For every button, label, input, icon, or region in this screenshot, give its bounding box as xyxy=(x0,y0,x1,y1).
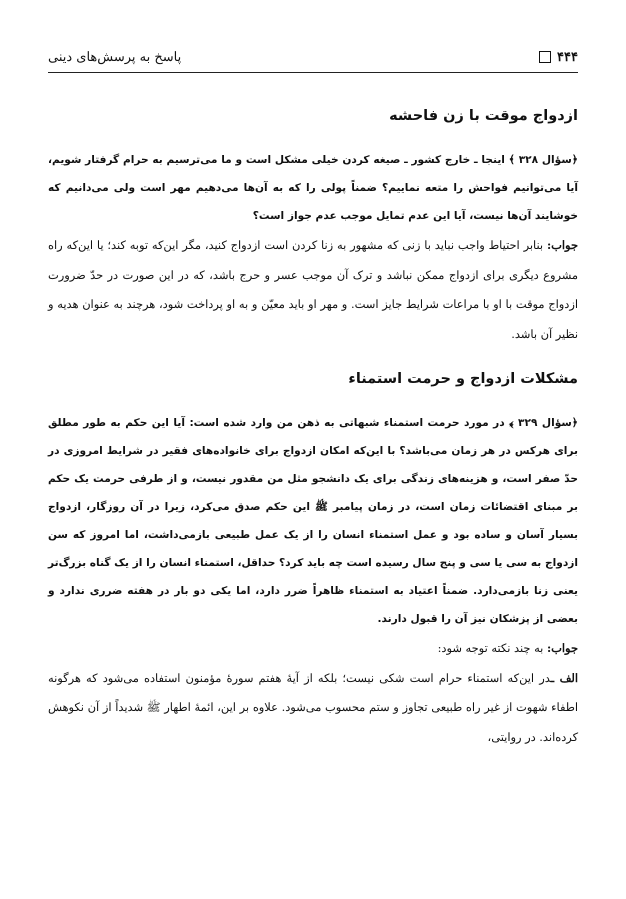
page-number-block xyxy=(539,50,578,65)
question-label: سؤال ۳۲۸ xyxy=(518,154,572,166)
page-number: ۴۴۴ xyxy=(557,49,578,65)
open-bracket: ﴿ xyxy=(571,417,578,429)
page-header xyxy=(48,42,578,73)
question-text: اینجا ـ خارج کشور ـ صیغه کردن خیلی مشکل است و ما می‌ترسیم به حرام گرفتار شویم، آیا می‌توانیم فواحش را متعه نماییم؟ ضمناً پولی را که به آن‌ها می‌دهیم مهر است ولی می‌دانیم که خوشایند آن‌ها نیست، آیا این عدم تمایل موجب عدم جواز است؟ xyxy=(48,154,578,222)
answer-label: جواب: xyxy=(546,641,578,655)
close-bracket: ﴾ xyxy=(509,417,514,429)
question-paragraph xyxy=(48,409,578,633)
answer-label: جواب: xyxy=(546,238,578,252)
question-paragraph xyxy=(48,146,578,230)
answer-intro-paragraph xyxy=(48,634,578,664)
section-title: ازدواج موقت با زن فاحشه xyxy=(389,108,578,124)
section-temporary-marriage xyxy=(48,104,578,349)
square-box-icon xyxy=(539,51,551,63)
point-text: در این‌که استمناء حرام است شکی نیست؛ بلکه از آیهٔ هفتم سورهٔ مؤمنون استفاده می‌شود که هرگونه اطفاء شهوت از غیر راه طبیعی تجاوز و ستم محسوب می‌شود. علاوه بر این، ائمهٔ اطهار ﷺ شدیداً از آن نکوهش کرده‌اند. در روایتی، xyxy=(48,670,578,744)
running-title: پاسخ به پرسش‌های دینی xyxy=(48,49,182,65)
point-label: الف ـ xyxy=(550,670,579,685)
section-title: مشکلات ازدواج و حرمت استمناء xyxy=(348,371,578,387)
section-marriage-problems xyxy=(48,367,578,752)
open-bracket: ﴿ xyxy=(571,154,578,166)
answer-paragraph xyxy=(48,231,578,349)
close-bracket: ﴾ xyxy=(508,154,515,166)
question-text: در مورد حرمت استمناء شبهاتی به ذهن من وارد شده است: آیا این حکم به طور مطلق برای هرکس در هر زمان می‌باشد؟ با این‌که امکان ازدواج برای خانواده‌های فقیر در شرایط امروزی در حدّ صفر است، و هزینه‌های زندگی برای یک دانشجو مثل من مقدور نیست، و از طرفی حرمت یک حکم بر مبنای اقتضائات زمان است، در زمان پیامبر ﷺ این حکم صدق می‌کرد، زیرا در آن روزگار، ازدواج بسیار آسان و ساده بود و عمل استمناء انسان را از یک عمل طبیعی بازمی‌داشت، اما امروز که سن ازدواج به سی یا سی و پنج سال رسیده است چه باید کرد؟ حداقل، استمناء انسان را از یک گناه بزرگ‌تر یعنی زنا بازمی‌دارد. ضمناً اعتیاد به استمناء ظاهراً ضرر دارد، اما یکی دو بار در هفته ضرری ندارد و بعضی از پزشکان نیز آن را قبول دارند. xyxy=(48,417,578,625)
answer-point-paragraph xyxy=(48,664,578,753)
answer-intro: به چند نکته توجه شود: xyxy=(437,641,544,655)
question-label: سؤال ۳۲۹ xyxy=(518,417,572,429)
answer-text: بنابر احتیاط واجب نباید با زنی که مشهور به زنا کردن است ازدواج کنید، مگر این‌که توبه کند؛ یا این‌که راه مشروع دیگری برای ازدواج ممکن نباشد و ترک آن موجب عسر و حرج باشد، که در این صورت در حدّ ضرورت ازدواج موقت با او با مراعات شرایط جایز است. و مهر او باید معیّن و به او پرداخت شود، هرچند به عنوان هدیه و نظیر آن باشد. xyxy=(48,238,578,341)
page-content xyxy=(48,104,578,752)
